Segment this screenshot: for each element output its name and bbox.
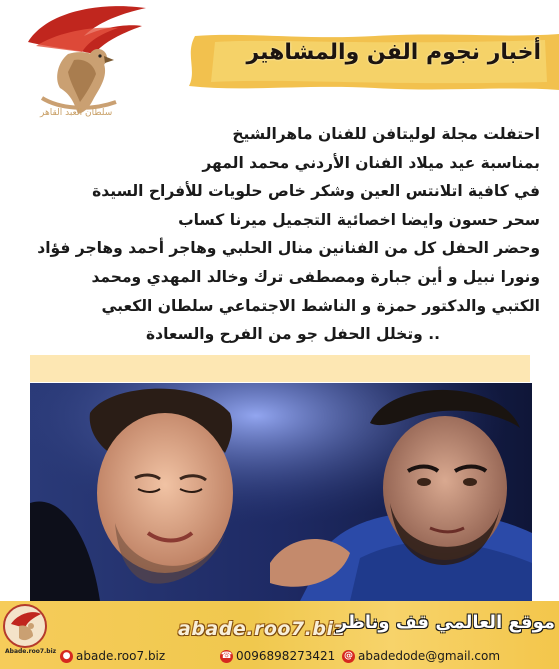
article-line: احتفلت مجلة لوليتافن للفنان ماهرالشيخ [232, 125, 540, 143]
email-icon: @ [344, 650, 353, 661]
contact-website[interactable] [60, 649, 165, 663]
separator-band [30, 355, 530, 382]
article-line: الكتبي والدكتور حمزة و الناشط الاجتماعي سلطان الكعبي [101, 296, 540, 315]
article-line: في كافية اتلانتس العين وشكر خاص حلويات للأفراح السيدة [92, 182, 540, 201]
page-title: أخبار نجوم الفن والمشاهير [246, 40, 541, 65]
contact-website-text: abade.roo7.biz [76, 649, 166, 663]
footer [0, 601, 559, 669]
contact-email-text: abadedode@gmail.com [358, 649, 501, 663]
site-tagline: موقع العالمي قف وناظر [336, 612, 555, 633]
logo-caption: سلطان العبد القاهر [40, 108, 113, 118]
contact-phone-text: 00968982734​21 [236, 649, 336, 663]
article-body [20, 120, 540, 349]
footer-logo-icon [3, 604, 47, 648]
contact-email[interactable] [342, 649, 500, 663]
phone-icon: ☎ [220, 650, 233, 661]
article-line: سحر حسون وايضا اخصائية التجميل ميرنا كساب [178, 210, 540, 229]
footer-logo-caption: Abade.roo7.biz [5, 648, 57, 655]
contact-bar [60, 649, 559, 667]
site-brand[interactable]: abade.roo7.biz [178, 618, 346, 640]
article-line: ونورا نبيل و أين جبارة ومصطفى ترك وخالد المهدي ومحمد [91, 267, 540, 286]
article-line: وحضر الحفل كل من الفنانين منال الحلبي وهاجر أحمد وهاجر فؤاد [37, 239, 540, 258]
event-photo [30, 383, 532, 601]
globe-icon: ● [60, 650, 73, 663]
contact-phone[interactable] [220, 649, 335, 663]
article-line: .. وتخلل الحفل جو من الفرح والسعادة [146, 325, 440, 344]
falcon-logo-icon [8, 2, 158, 120]
photo-illustration [30, 383, 532, 601]
header [0, 0, 559, 120]
article-line: بمناسبة عيد ميلاد الفنان الأردني محمد المهر [202, 153, 540, 172]
